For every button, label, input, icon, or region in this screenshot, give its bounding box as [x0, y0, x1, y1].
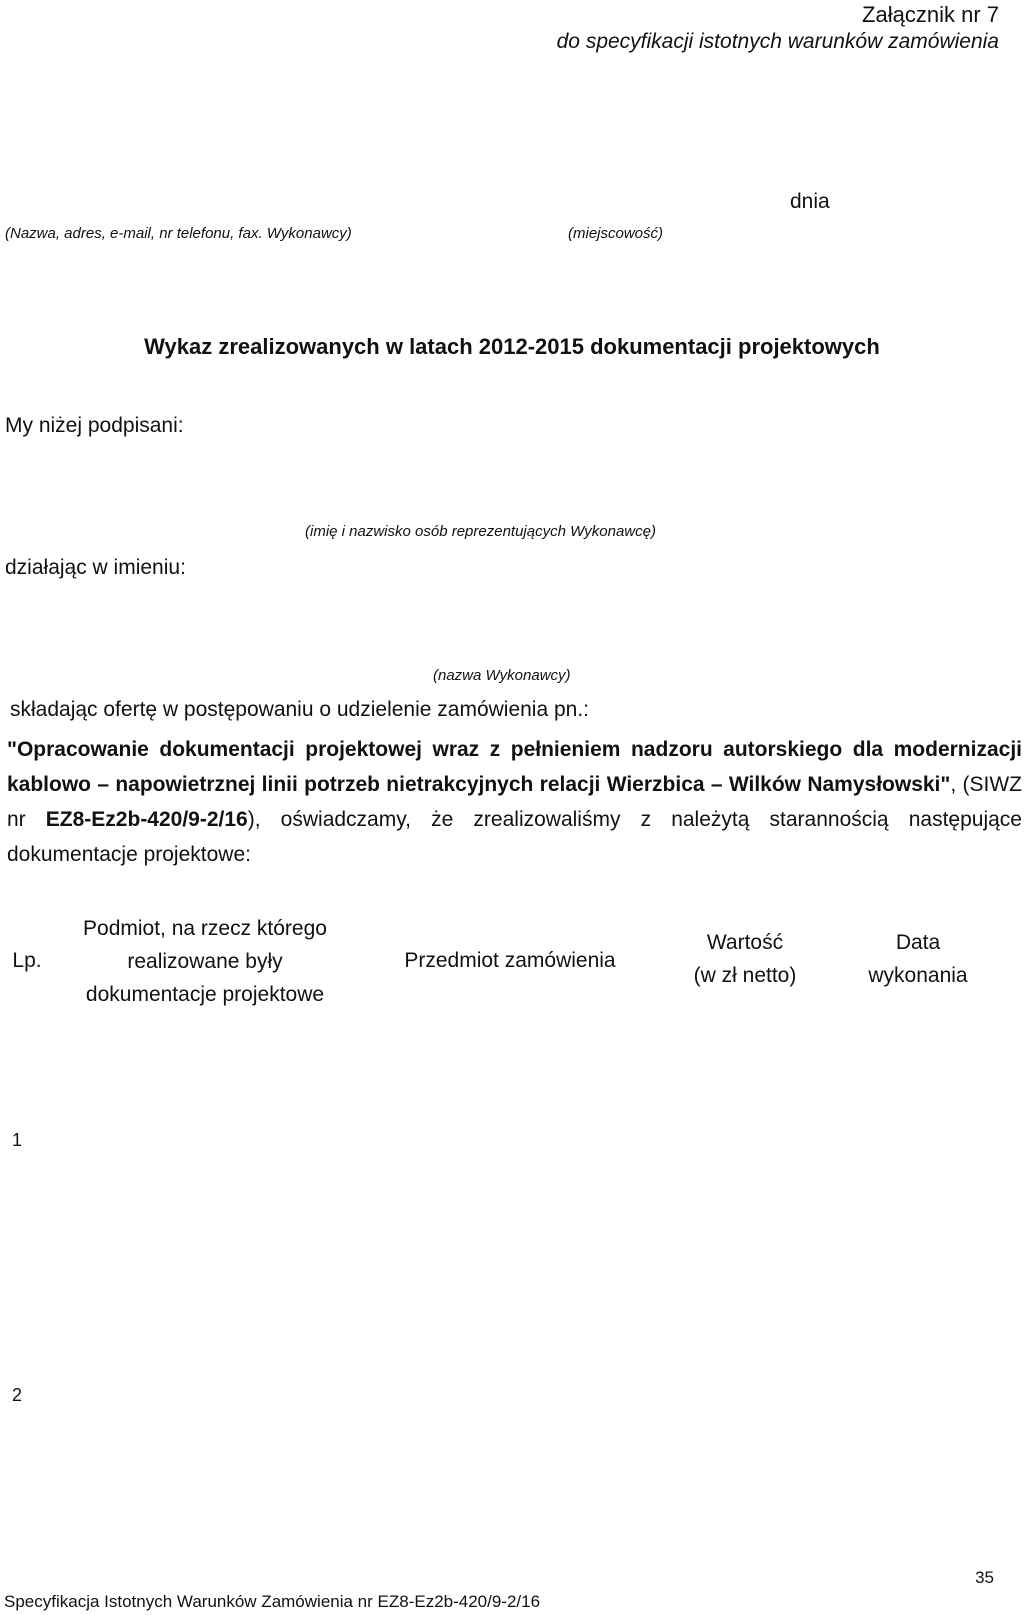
declaration-rest: ), oświadczamy, że zrealizowaliśmy z należytą starannością następujące dokumentacje projektowe:	[7, 808, 1022, 866]
siwz-prefix: , (SIWZ nr	[7, 773, 1022, 831]
contractor-name-caption: (nazwa Wykonawcy)	[433, 667, 571, 684]
header-value-line-1: Wartość	[706, 931, 784, 954]
footer-spec: Specyfikacja Istotnych Warunków Zamówienia nr EZ8-Ez2b-420/9-2/16	[4, 1592, 541, 1611]
table-row-number-1: 1	[12, 1130, 23, 1150]
signed-label: My niżej podpisani:	[5, 414, 184, 437]
attachment-label: Załącznik nr 7	[862, 2, 999, 27]
header-lp: Lp.	[12, 949, 42, 972]
date-label: dnia	[790, 190, 830, 213]
header-value-line-2: (w zł netto)	[693, 964, 797, 987]
attachment-subtitle: do specyfikacji istotnych warunków zamówienia	[556, 30, 999, 53]
header-date	[843, 926, 993, 992]
header-object: Przedmiot zamówienia	[404, 949, 616, 972]
header-subject-line-2: realizowane były	[127, 950, 283, 973]
offer-label: składając ofertę w postępowaniu o udzielenie zamówienia pn.:	[10, 698, 590, 721]
table-row-number-2: 2	[12, 1385, 23, 1405]
header-date-line-2: wykonania	[868, 964, 968, 987]
header-subject-line-1: Podmiot, na rzecz którego	[83, 917, 327, 940]
names-caption: (imię i nazwisko osób reprezentujących Wykonawcę)	[305, 523, 656, 540]
contractor-caption: (Nazwa, adres, e-mail, nr telefonu, fax. Wykonawcy)	[5, 225, 352, 242]
header-value	[650, 926, 840, 992]
header-subject-line-3: dokumentacje projektowe	[85, 983, 325, 1006]
acting-label: działając w imieniu:	[5, 556, 186, 579]
header-date-line-1: Data	[895, 931, 941, 954]
header-subject-entity	[50, 912, 360, 1011]
place-caption: (miejscowość)	[568, 225, 664, 242]
siwz-number: EZ8-Ez2b-420/9-2/16	[45, 808, 248, 831]
page-number: 35	[975, 1568, 994, 1587]
document-title: Wykaz zrealizowanych w latach 2012-2015 dokumentacji projektowych	[144, 334, 880, 359]
declaration-paragraph	[7, 732, 1022, 872]
project-name: "Opracowanie dokumentacji projektowej wraz z pełnieniem nadzoru autorskiego dla modernizacji kablowo – napowietrznej linii potrzeb nietrakcyjnych relacji Wierzbica – Wilków Namysłowski"	[7, 738, 1022, 796]
